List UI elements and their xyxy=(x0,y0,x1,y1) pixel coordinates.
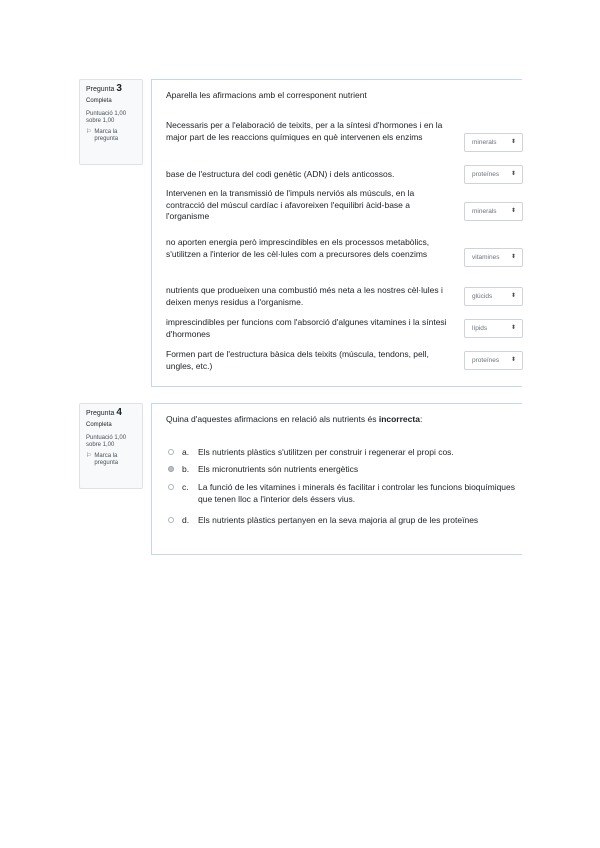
match-select[interactable] xyxy=(464,351,523,370)
option-letter: c. xyxy=(182,482,189,492)
prompt-colon: : xyxy=(419,414,423,424)
chevron-updown-icon: ⬍ xyxy=(510,171,516,177)
prompt-emphasis: incorrecta xyxy=(378,414,420,424)
option-letter: b. xyxy=(182,464,190,474)
option-text: Els nutrients plàstics pertanyen en la seva majoria al grup de les proteïnes xyxy=(198,515,479,525)
match-stem: nutrients que produeixen una combustió més neta a les nostres cèl·lules i deixen menys residus a l'organisme. xyxy=(166,285,443,307)
question-content-3 xyxy=(151,79,522,387)
option-text: La funció de les vitamines i minerals és facilitar i controlar les funcions bioquímiques que tenen lloc a l'interior dels éssers vius. xyxy=(198,482,516,504)
option-letter: d. xyxy=(182,515,190,525)
question-label: Pregunta xyxy=(86,86,115,93)
question-state: Completa xyxy=(86,422,112,428)
match-stem: imprescindibles per funcions com l'absorció d'algunes vitamines i la síntesi d'hormones xyxy=(166,317,447,339)
match-stem: no aporten energia però imprescindibles en els processos metabòlics, s'utilitzen a l'interior de les cèl·lules com a precursores dels coenzims xyxy=(166,237,430,259)
match-select[interactable] xyxy=(464,133,523,152)
question-number xyxy=(86,84,138,95)
flag-question-link[interactable] xyxy=(86,453,138,467)
question-prompt xyxy=(166,414,422,425)
chevron-updown-icon: ⬍ xyxy=(510,139,516,145)
question-number-value: 4 xyxy=(116,407,122,418)
flag-label: Marca la pregunta xyxy=(94,129,119,142)
match-select-value: vitamines xyxy=(472,254,500,261)
question-grade: Puntuació 1,00 sobre 1,00 xyxy=(86,435,127,448)
match-select[interactable] xyxy=(464,248,523,267)
radio-button[interactable] xyxy=(168,449,174,455)
chevron-updown-icon: ⬍ xyxy=(510,325,516,331)
question-content-4 xyxy=(151,403,522,555)
question-number-value: 3 xyxy=(116,83,122,94)
question-state: Completa xyxy=(86,98,112,104)
match-select[interactable] xyxy=(464,319,523,338)
match-select-value: minerals xyxy=(472,208,497,215)
match-select-value: proteïnes xyxy=(472,357,500,364)
match-select[interactable] xyxy=(464,202,523,221)
option-text: Els nutrients plàstics s'utilitzen per construir i regenerar el propi cos. xyxy=(198,447,454,457)
match-select-value: glúcids xyxy=(472,293,493,300)
chevron-updown-icon: ⬍ xyxy=(510,357,516,363)
chevron-updown-icon: ⬍ xyxy=(510,293,516,299)
question-label: Pregunta xyxy=(86,410,115,417)
chevron-updown-icon: ⬍ xyxy=(510,208,516,214)
question-prompt: Aparella les afirmacions amb el corresponent nutrient xyxy=(166,90,367,100)
option-letter: a. xyxy=(182,447,190,457)
question-info-3 xyxy=(79,79,143,165)
match-select-value: proteïnes xyxy=(472,171,500,178)
question-number xyxy=(86,408,138,419)
match-select[interactable] xyxy=(464,287,523,306)
question-grade: Puntuació 1,00 sobre 1,00 xyxy=(86,111,127,124)
radio-button[interactable] xyxy=(168,484,174,490)
question-info-4 xyxy=(79,403,143,489)
chevron-updown-icon: ⬍ xyxy=(510,254,516,260)
option-text: Els micronutrients són nutrients energètics xyxy=(198,464,359,474)
match-stem: Intervenen en la transmissió de l'impuls nerviós als músculs, en la contracció del múscul cardíac i afavoreixen l'equilibri àcid-base a l'organisme xyxy=(166,188,415,221)
flag-icon: ⚐ xyxy=(86,453,92,459)
prompt-text: Quina d'aquestes afirmacions en relació als nutrients és xyxy=(166,414,379,424)
match-select[interactable] xyxy=(464,165,523,184)
match-stem: base de l'estructura del codi genètic (ADN) i dels anticossos. xyxy=(166,169,395,179)
match-stem: Necessaris per a l'elaboració de teixits, per a la síntesi d'hormones i en la major part de les reaccions químiques en què intervenen els enzims xyxy=(166,120,443,142)
radio-button[interactable] xyxy=(168,517,174,523)
match-select-value: minerals xyxy=(472,139,497,146)
match-select-value: lípids xyxy=(472,325,488,332)
radio-button-selected[interactable] xyxy=(168,466,174,472)
flag-question-link[interactable] xyxy=(86,129,138,143)
match-stem: Formen part de l'estructura bàsica dels teixits (múscula, tendons, pell, ungles, etc.) xyxy=(166,349,429,371)
flag-icon: ⚐ xyxy=(86,129,92,135)
flag-label: Marca la pregunta xyxy=(94,453,119,466)
